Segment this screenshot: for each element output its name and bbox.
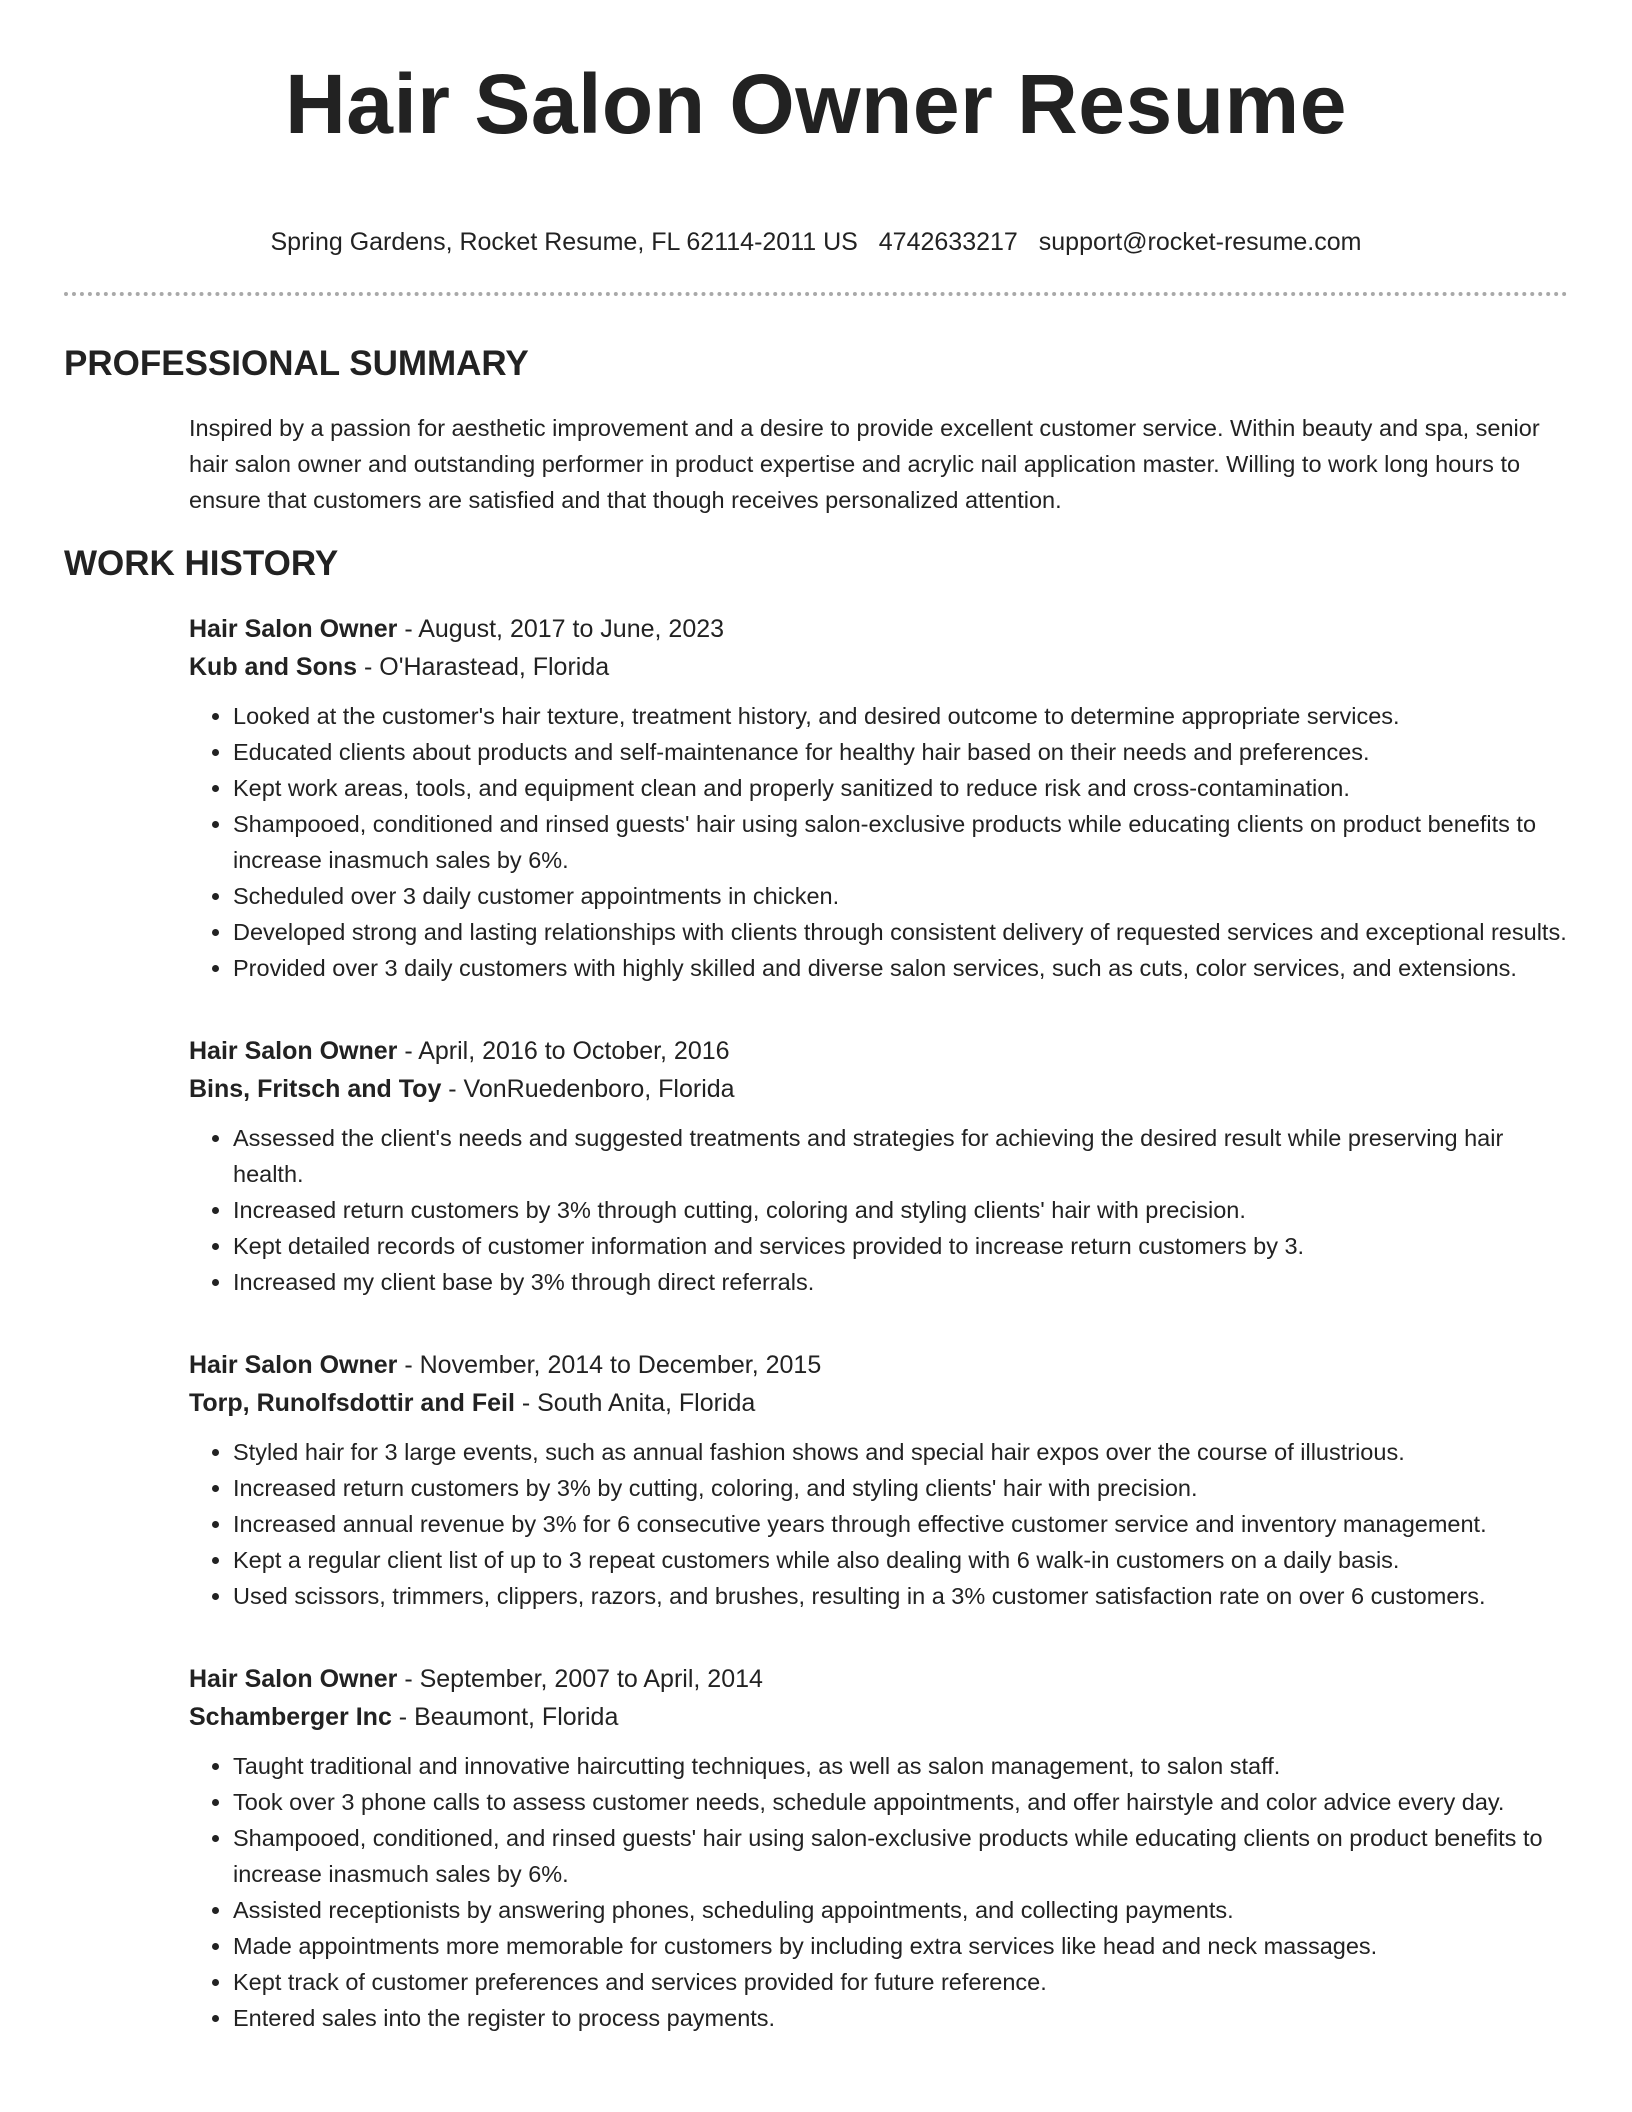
job-bullets <box>189 1748 1568 2036</box>
job-company-line <box>189 1070 1568 1108</box>
job-company-line <box>189 648 1568 686</box>
job-bullet: • Kept work areas, tools, and equipment clean and properly sanitized to reduce risk and cross-contamination. <box>233 770 1568 806</box>
work-history-list <box>189 610 1568 2036</box>
summary-heading: PROFESSIONAL SUMMARY <box>64 344 529 383</box>
summary-text: Inspired by a passion for aesthetic improvement and a desire to provide excellent customer service. Within beauty and spa, senior hair salon owner and outstanding performer in product expertise and acrylic nail application master. Willing to work long hours to ensure that customers are satisfied and that though receives personalized attention. <box>189 415 1540 513</box>
job-bullet: • Assisted receptionists by answering phones, scheduling appointments, and collecting payments. <box>233 1892 1568 1928</box>
job-bullet: • Kept detailed records of customer information and services provided to increase return customers by 3. <box>233 1228 1568 1264</box>
job-entry <box>189 1346 1568 1614</box>
job-bullet: • Shampooed, conditioned, and rinsed guests' hair using salon-exclusive products while educating clients on product benefits to increase inasmuch sales by 6%. <box>233 1820 1568 1892</box>
job-bullet: • Increased annual revenue by 3% for 6 consecutive years through effective customer service and inventory management. <box>233 1506 1568 1542</box>
job-location: - Beaumont, Florida <box>391 1703 619 1731</box>
resume-header <box>64 0 1568 258</box>
header-divider <box>64 292 1568 296</box>
job-company: Kub and Sons <box>189 653 358 681</box>
job-bullets <box>189 1434 1568 1614</box>
job-dates: - April, 2016 to October, 2016 <box>397 1037 730 1065</box>
job-bullet: • Developed strong and lasting relationships with clients through consistent delivery of requested services and exceptional results. <box>233 914 1568 950</box>
job-company-line <box>189 1384 1568 1422</box>
contact-email: support@rocket-resume.com <box>1038 228 1362 256</box>
contact-address: Spring Gardens, Rocket Resume, FL 62114-2011 US <box>270 228 858 256</box>
job-role: Hair Salon Owner <box>189 1665 398 1693</box>
job-role-line <box>189 1346 1568 1384</box>
job-bullet: • Kept a regular client list of up to 3 repeat customers while also dealing with 6 walk-in customers on a daily basis. <box>233 1542 1568 1578</box>
job-bullet: • Scheduled over 3 daily customer appointments in chicken. <box>233 878 1568 914</box>
job-role-line <box>189 610 1568 648</box>
job-entry <box>189 1660 1568 2036</box>
job-dates: - August, 2017 to June, 2023 <box>397 615 725 643</box>
job-entry <box>189 610 1568 986</box>
job-bullet: • Taught traditional and innovative haircutting techniques, as well as salon management, to salon staff. <box>233 1748 1568 1784</box>
job-entry <box>189 1032 1568 1300</box>
job-company: Bins, Fritsch and Toy <box>189 1075 442 1103</box>
job-company: Torp, Runolfsdottir and Feil <box>189 1389 515 1417</box>
job-role-line <box>189 1032 1568 1070</box>
job-dates: - September, 2007 to April, 2014 <box>397 1665 763 1693</box>
job-bullet: • Took over 3 phone calls to assess customer needs, schedule appointments, and offer hairstyle and color advice every day. <box>233 1784 1568 1820</box>
job-bullet: • Made appointments more memorable for customers by including extra services like head and neck massages. <box>233 1928 1568 1964</box>
job-bullet: • Provided over 3 daily customers with highly skilled and diverse salon services, such as cuts, color services, and extensions. <box>233 950 1568 986</box>
job-role-line <box>189 1660 1568 1698</box>
job-bullet: • Styled hair for 3 large events, such as annual fashion shows and special hair expos over the course of illustrious. <box>233 1434 1568 1470</box>
job-bullets <box>189 698 1568 986</box>
job-location: - VonRuedenboro, Florida <box>441 1075 735 1103</box>
job-role: Hair Salon Owner <box>189 1037 398 1065</box>
job-bullet: • Used scissors, trimmers, clippers, razors, and brushes, resulting in a 3% customer satisfaction rate on over 6 customers. <box>233 1578 1568 1614</box>
job-role: Hair Salon Owner <box>189 615 398 643</box>
job-bullet: • Kept track of customer preferences and services provided for future reference. <box>233 1964 1568 2000</box>
job-bullet: • Looked at the customer's hair texture, treatment history, and desired outcome to determine appropriate services. <box>233 698 1568 734</box>
job-bullet: • Entered sales into the register to process payments. <box>233 2000 1568 2036</box>
job-bullet: • Increased my client base by 3% through direct referrals. <box>233 1264 1568 1300</box>
job-bullet: • Assessed the client's needs and suggested treatments and strategies for achieving the desired result while preserving hair health. <box>233 1120 1568 1192</box>
job-location: - O'Harastead, Florida <box>357 653 610 681</box>
job-bullet: • Increased return customers by 3% by cutting, coloring, and styling clients' hair with precision. <box>233 1470 1568 1506</box>
job-role: Hair Salon Owner <box>189 1351 398 1379</box>
job-bullet: • Increased return customers by 3% through cutting, coloring and styling clients' hair with precision. <box>233 1192 1568 1228</box>
job-bullets <box>189 1120 1568 1300</box>
job-bullet: • Shampooed, conditioned and rinsed guests' hair using salon-exclusive products while educating clients on product benefits to increase inasmuch sales by 6%. <box>233 806 1568 878</box>
job-location: - South Anita, Florida <box>514 1389 756 1417</box>
resume-title: Hair Salon Owner Resume <box>285 57 1347 151</box>
job-company: Schamberger Inc <box>189 1703 392 1731</box>
work-history-heading: WORK HISTORY <box>64 544 339 583</box>
contact-phone: 4742633217 <box>878 228 1018 256</box>
job-bullet: • Educated clients about products and self-maintenance for healthy hair based on their needs and preferences. <box>233 734 1568 770</box>
contact-line <box>64 226 1568 258</box>
job-dates: - November, 2014 to December, 2015 <box>397 1351 822 1379</box>
job-company-line <box>189 1698 1568 1736</box>
